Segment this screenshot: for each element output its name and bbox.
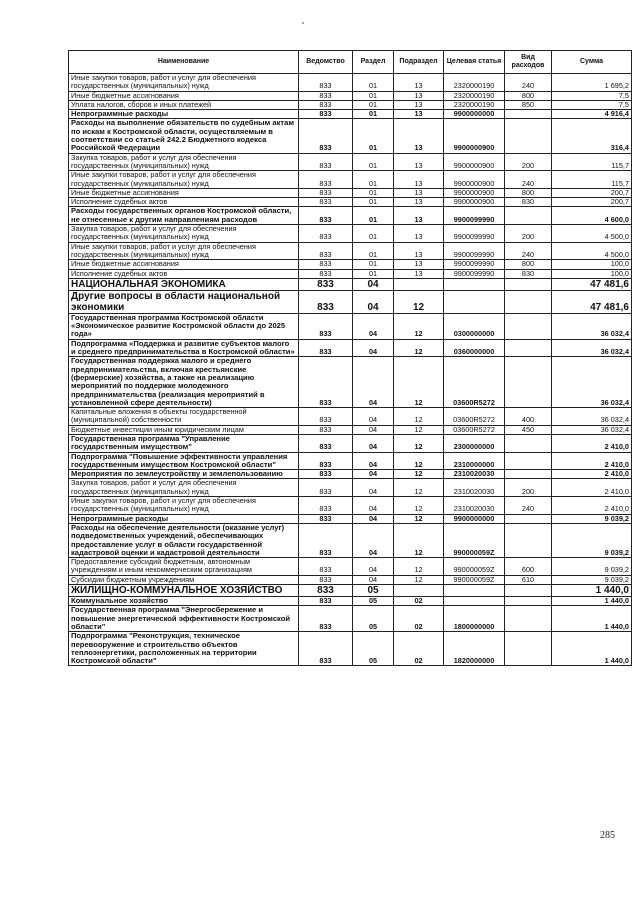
cell-razdel: 04 [353,339,394,357]
cell-name: Иные закупки товаров, работ и услуг для обеспечения государственных (муниципальных) нужд [69,242,299,260]
cell-summa: 36 032,4 [552,313,632,339]
cell-name: Исполнение судебных актов [69,198,299,207]
cell-podrazdel: 02 [394,597,444,606]
cell-vid [505,207,552,225]
table-row [69,585,632,597]
table-row [69,153,632,171]
cell-vid [505,278,552,290]
cell-razdel: 04 [353,558,394,576]
header-podrazdel: Подраздел [394,51,444,74]
cell-celevaya: 9900000000 [444,514,505,523]
cell-ved: 833 [299,585,353,597]
cell-summa: 1 440,0 [552,585,632,597]
header-name: Наименование [69,51,299,74]
cell-name: Расходы на обеспечение деятельности (оказание услуг) подведомственных учреждений, обеспечивающих предоставление услуг в области государственной кадастровой оценки и кадастровой деятельности [69,523,299,557]
cell-summa: 9 039,2 [552,514,632,523]
cell-summa: 1 695,2 [552,74,632,92]
cell-vid [505,470,552,479]
cell-celevaya: 03600R5272 [444,357,505,408]
cell-podrazdel: 12 [394,575,444,584]
cell-celevaya [444,597,505,606]
cell-celevaya: 9900099990 [444,269,505,278]
cell-vid: 830 [505,198,552,207]
cell-summa: 36 032,4 [552,357,632,408]
cell-ved: 833 [299,497,353,515]
cell-vid [505,313,552,339]
cell-celevaya [444,290,505,313]
cell-summa: 2 410,0 [552,434,632,452]
cell-ved: 833 [299,171,353,189]
cell-razdel: 04 [353,452,394,470]
cell-summa: 100,0 [552,269,632,278]
cell-name: Иные закупки товаров, работ и услуг для обеспечения государственных (муниципальных) нужд [69,497,299,515]
cell-celevaya: 2310020030 [444,470,505,479]
cell-name: Закупка товаров, работ и услуг для обеспечения государственных (муниципальных) нужд [69,153,299,171]
cell-razdel: 04 [353,290,394,313]
cell-vid: 800 [505,188,552,197]
cell-summa: 4 500,0 [552,242,632,260]
cell-ved: 833 [299,198,353,207]
cell-celevaya: 2320000190 [444,91,505,100]
table-row [69,313,632,339]
scan-dot [302,22,304,24]
cell-celevaya: 9900099990 [444,225,505,243]
cell-ved: 833 [299,339,353,357]
cell-razdel: 04 [353,425,394,434]
cell-name: ЖИЛИЩНО-КОММУНАЛЬНОЕ ХОЗЯЙСТВО [69,585,299,597]
cell-vid: 240 [505,171,552,189]
cell-ved: 833 [299,290,353,313]
header-vid: Вид расходов [505,51,552,74]
cell-podrazdel: 12 [394,357,444,408]
cell-ved: 833 [299,91,353,100]
cell-vid [505,632,552,666]
cell-summa: 9 039,2 [552,558,632,576]
cell-ved: 833 [299,225,353,243]
cell-ved: 833 [299,119,353,153]
cell-podrazdel: 12 [394,425,444,434]
table-row [69,339,632,357]
cell-vid: 200 [505,153,552,171]
cell-podrazdel [394,278,444,290]
cell-name: Предоставление субсидий бюджетным, автономным учреждениям и иным некоммерческим организациям [69,558,299,576]
cell-celevaya: 03600R5272 [444,425,505,434]
cell-ved: 833 [299,606,353,632]
cell-celevaya: 03600R5272 [444,408,505,426]
table-row [69,523,632,557]
cell-razdel: 01 [353,91,394,100]
cell-vid: 240 [505,242,552,260]
cell-summa: 1 440,0 [552,606,632,632]
cell-razdel: 04 [353,479,394,497]
cell-summa: 9 039,2 [552,523,632,557]
table-row [69,119,632,153]
cell-celevaya: 9900000900 [444,198,505,207]
cell-name: Государственная программа "Управление государственным имуществом" [69,434,299,452]
cell-razdel: 01 [353,198,394,207]
cell-razdel: 05 [353,606,394,632]
cell-summa: 115,7 [552,153,632,171]
cell-razdel: 04 [353,357,394,408]
table-row [69,357,632,408]
cell-razdel: 04 [353,470,394,479]
cell-podrazdel: 02 [394,606,444,632]
cell-vid [505,119,552,153]
cell-name: НАЦИОНАЛЬНАЯ ЭКОНОМИКА [69,278,299,290]
cell-celevaya: 9900000900 [444,153,505,171]
cell-razdel: 01 [353,188,394,197]
header-celevaya: Целевая статья [444,51,505,74]
cell-podrazdel: 12 [394,313,444,339]
cell-name: Другие вопросы в области национальной экономики [69,290,299,313]
cell-celevaya [444,585,505,597]
cell-razdel: 04 [353,434,394,452]
cell-podrazdel: 12 [394,470,444,479]
cell-podrazdel: 13 [394,207,444,225]
cell-razdel: 04 [353,278,394,290]
budget-table [68,50,632,666]
cell-celevaya: 0300000000 [444,313,505,339]
cell-vid [505,357,552,408]
cell-name: Государственная программа "Энергосбережение и повышение энергетической эффективности Костромской области" [69,606,299,632]
cell-ved: 833 [299,100,353,109]
cell-summa: 2 410,0 [552,479,632,497]
cell-celevaya: 9900000900 [444,171,505,189]
table-row [69,479,632,497]
cell-vid: 240 [505,497,552,515]
table-header-row [69,51,632,74]
cell-podrazdel: 12 [394,523,444,557]
cell-celevaya: 9900099990 [444,242,505,260]
table-row [69,188,632,197]
cell-name: Исполнение судебных актов [69,269,299,278]
cell-podrazdel: 13 [394,198,444,207]
cell-razdel: 01 [353,153,394,171]
cell-razdel: 01 [353,74,394,92]
cell-razdel: 04 [353,497,394,515]
cell-summa: 115,7 [552,171,632,189]
cell-podrazdel: 12 [394,558,444,576]
cell-podrazdel: 12 [394,497,444,515]
cell-razdel: 01 [353,207,394,225]
cell-celevaya: 9900000900 [444,188,505,197]
table-row [69,434,632,452]
cell-razdel: 05 [353,597,394,606]
cell-podrazdel: 13 [394,260,444,269]
cell-celevaya: 0360000000 [444,339,505,357]
cell-vid: 800 [505,260,552,269]
cell-celevaya: 2320000190 [444,100,505,109]
cell-ved: 833 [299,313,353,339]
cell-razdel: 04 [353,514,394,523]
cell-podrazdel: 13 [394,242,444,260]
cell-vid [505,523,552,557]
table-row [69,408,632,426]
table-row [69,632,632,666]
cell-vid: 450 [505,425,552,434]
cell-ved: 833 [299,479,353,497]
cell-vid: 200 [505,479,552,497]
cell-podrazdel: 12 [394,514,444,523]
cell-podrazdel: 13 [394,188,444,197]
cell-ved: 833 [299,632,353,666]
cell-podrazdel [394,585,444,597]
cell-summa: 7,5 [552,91,632,100]
cell-podrazdel: 13 [394,269,444,278]
cell-summa: 200,7 [552,198,632,207]
cell-name: Закупка товаров, работ и услуг для обеспечения государственных (муниципальных) нужд [69,479,299,497]
page-number: 285 [600,830,615,841]
cell-ved: 833 [299,278,353,290]
cell-vid: 830 [505,269,552,278]
cell-name: Государственная поддержка малого и среднего предпринимательства, включая крестьянские (фермерские) хозяйства, а также на реализацию мероприятий по поддержке молодежного предпринимательства (реализация мероприятий в установленной сфере деятельности) [69,357,299,408]
cell-ved: 833 [299,153,353,171]
cell-ved: 833 [299,514,353,523]
cell-podrazdel: 13 [394,100,444,109]
cell-summa: 36 032,4 [552,408,632,426]
cell-razdel: 04 [353,575,394,584]
cell-summa: 100,0 [552,260,632,269]
table-row [69,225,632,243]
header-summa: Сумма [552,51,632,74]
cell-podrazdel: 13 [394,119,444,153]
table-row [69,74,632,92]
cell-ved: 833 [299,575,353,584]
cell-celevaya: 2310020030 [444,479,505,497]
cell-podrazdel: 13 [394,110,444,119]
header-ved: Ведомство [299,51,353,74]
cell-podrazdel: 13 [394,74,444,92]
cell-ved: 833 [299,269,353,278]
cell-celevaya: 9900099990 [444,260,505,269]
cell-vid [505,585,552,597]
cell-vid: 200 [505,225,552,243]
cell-podrazdel: 12 [394,434,444,452]
cell-name: Иные закупки товаров, работ и услуг для обеспечения государственных (муниципальных) нужд [69,74,299,92]
cell-razdel: 01 [353,242,394,260]
table-row [69,278,632,290]
table-row [69,171,632,189]
cell-celevaya: 1820000000 [444,632,505,666]
cell-podrazdel: 02 [394,632,444,666]
table-row [69,269,632,278]
cell-razdel: 04 [353,523,394,557]
cell-vid [505,606,552,632]
cell-summa: 47 481,6 [552,278,632,290]
cell-podrazdel: 12 [394,479,444,497]
cell-podrazdel: 13 [394,171,444,189]
cell-ved: 833 [299,242,353,260]
table-row [69,452,632,470]
cell-summa: 2 410,0 [552,452,632,470]
cell-celevaya: 990000059Z [444,523,505,557]
cell-ved: 833 [299,597,353,606]
table-row [69,425,632,434]
cell-name: Иные бюджетные ассигнования [69,91,299,100]
cell-name: Подпрограмма «Поддержка и развитие субъектов малого и среднего предпринимательства в Костромской области» [69,339,299,357]
cell-ved: 833 [299,110,353,119]
table-row [69,260,632,269]
cell-podrazdel: 13 [394,153,444,171]
cell-ved: 833 [299,558,353,576]
cell-ved: 833 [299,452,353,470]
cell-vid: 240 [505,74,552,92]
cell-vid: 610 [505,575,552,584]
table-row [69,497,632,515]
cell-name: Иные закупки товаров, работ и услуг для обеспечения государственных (муниципальных) нужд [69,171,299,189]
cell-summa: 200,7 [552,188,632,197]
cell-vid [505,514,552,523]
cell-summa: 316,4 [552,119,632,153]
cell-name: Закупка товаров, работ и услуг для обеспечения государственных (муниципальных) нужд [69,225,299,243]
cell-summa: 4 500,0 [552,225,632,243]
header-razdel: Раздел [353,51,394,74]
cell-vid [505,597,552,606]
cell-summa: 1 440,0 [552,597,632,606]
cell-name: Мероприятия по землеустройству и землепользованию [69,470,299,479]
cell-podrazdel: 12 [394,408,444,426]
cell-razdel: 04 [353,313,394,339]
cell-celevaya: 990000059Z [444,575,505,584]
cell-celevaya: 2310020030 [444,497,505,515]
cell-summa: 4 600,0 [552,207,632,225]
table-row [69,91,632,100]
cell-vid: 850 [505,100,552,109]
cell-name: Бюджетные инвестиции иным юридическим лицам [69,425,299,434]
table-row [69,242,632,260]
cell-summa: 1 440,0 [552,632,632,666]
table-row [69,207,632,225]
cell-celevaya: 9900000000 [444,110,505,119]
cell-vid [505,290,552,313]
cell-celevaya: 1800000000 [444,606,505,632]
cell-razdel: 01 [353,171,394,189]
cell-razdel: 01 [353,110,394,119]
cell-ved: 833 [299,260,353,269]
cell-razdel: 01 [353,225,394,243]
cell-razdel: 01 [353,100,394,109]
cell-name: Коммунальное хозяйство [69,597,299,606]
cell-celevaya: 9900000900 [444,119,505,153]
cell-summa: 9 039,2 [552,575,632,584]
cell-name: Подпрограмма "Повышение эффективности управления государственным имуществом Костромской области" [69,452,299,470]
cell-ved: 833 [299,408,353,426]
cell-summa: 47 481,6 [552,290,632,313]
cell-ved: 833 [299,434,353,452]
cell-razdel: 05 [353,585,394,597]
cell-summa: 36 032,4 [552,339,632,357]
cell-name: Иные бюджетные ассигнования [69,188,299,197]
cell-razdel: 01 [353,269,394,278]
cell-podrazdel: 12 [394,452,444,470]
cell-name: Субсидии бюджетным учреждениям [69,575,299,584]
cell-celevaya: 990000059Z [444,558,505,576]
cell-name: Расходы на выполнение обязательств по судебным актам по искам к Костромской области, осуществляемым в соответствии со статьей 242.2 Бюджетного кодекса Российской Федерации [69,119,299,153]
cell-razdel: 01 [353,119,394,153]
cell-podrazdel: 12 [394,290,444,313]
cell-vid: 800 [505,91,552,100]
cell-summa: 4 916,4 [552,110,632,119]
cell-celevaya: 2320000190 [444,74,505,92]
cell-name: Расходы государственных органов Костромской области, не отнесенные к другим направлениям расходов [69,207,299,225]
cell-summa: 2 410,0 [552,470,632,479]
cell-celevaya: 2300000000 [444,434,505,452]
cell-ved: 833 [299,74,353,92]
cell-summa: 36 032,4 [552,425,632,434]
cell-razdel: 01 [353,260,394,269]
cell-ved: 833 [299,470,353,479]
cell-vid [505,339,552,357]
cell-podrazdel: 12 [394,339,444,357]
table-row [69,597,632,606]
cell-vid [505,110,552,119]
cell-summa: 7,5 [552,100,632,109]
table-row [69,470,632,479]
cell-name: Уплата налогов, сборов и иных платежей [69,100,299,109]
cell-podrazdel: 13 [394,225,444,243]
cell-celevaya: 9900099990 [444,207,505,225]
cell-vid [505,452,552,470]
cell-vid: 600 [505,558,552,576]
table-row [69,558,632,576]
cell-name: Капитальные вложения в объекты государственной (муниципальной) собственности [69,408,299,426]
cell-name: Непрограммные расходы [69,110,299,119]
cell-razdel: 05 [353,632,394,666]
cell-vid: 400 [505,408,552,426]
cell-summa: 2 410,0 [552,497,632,515]
table-row [69,606,632,632]
table-row [69,290,632,313]
cell-podrazdel: 13 [394,91,444,100]
cell-name: Государственная программа Костромской области «Экономическое развитие Костромской области до 2025 года» [69,313,299,339]
cell-celevaya: 2310000000 [444,452,505,470]
table-row [69,110,632,119]
cell-ved: 833 [299,357,353,408]
table-row [69,100,632,109]
cell-name: Подпрограмма "Реконструкция, техническое перевооружение и строительство объектов теплоэнергетики, расположенных на территории Костромской области" [69,632,299,666]
cell-ved: 833 [299,523,353,557]
cell-name: Иные бюджетные ассигнования [69,260,299,269]
cell-name: Непрограммные расходы [69,514,299,523]
table-row [69,514,632,523]
cell-vid [505,434,552,452]
cell-ved: 833 [299,425,353,434]
table-row [69,198,632,207]
cell-ved: 833 [299,188,353,197]
cell-razdel: 04 [353,408,394,426]
cell-ved: 833 [299,207,353,225]
cell-celevaya [444,278,505,290]
table-row [69,575,632,584]
